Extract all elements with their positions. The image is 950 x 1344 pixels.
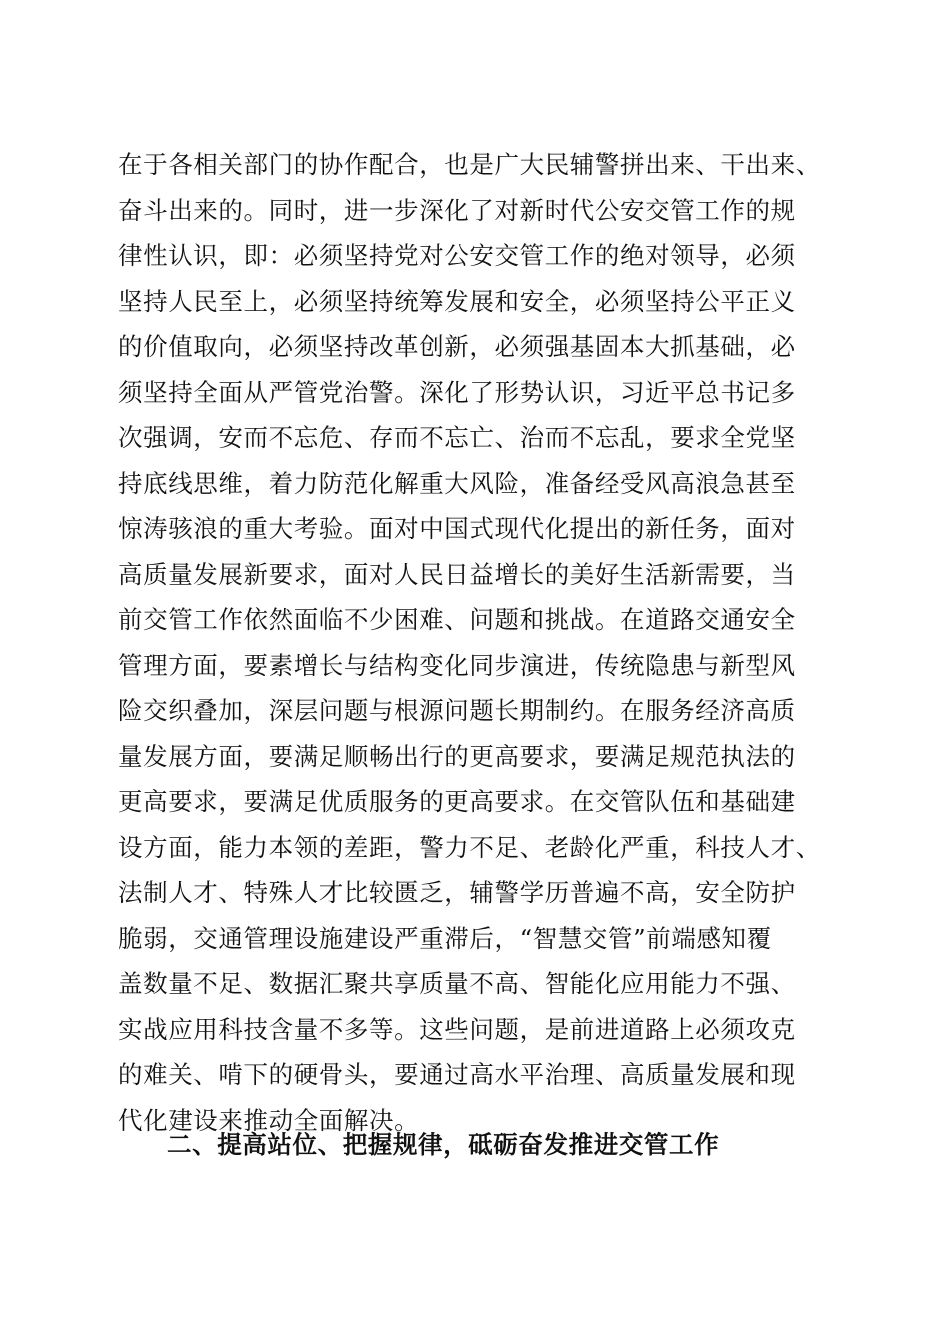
paragraph-line: 脆弱，交通管理设施建设严重滞后，“智慧交管”前端感知覆 — [118, 923, 772, 953]
paragraph-line: 高质量发展新要求，面对人民日益增长的美好生活新需要，当 — [118, 559, 796, 589]
paragraph-line: 代化建设来推动全面解决。 — [118, 1105, 420, 1135]
paragraph-line: 奋斗出来的。同时，进一步深化了对新时代公安交管工作的规 — [118, 195, 796, 225]
paragraph-line: 管理方面，要素增长与结构变化同步演进，传统隐患与新型风 — [118, 650, 796, 680]
paragraph-line: 须坚持全面从严管党治警。深化了形势认识，习近平总书记多 — [118, 377, 796, 407]
paragraph-line: 惊涛骇浪的重大考验。面对中国式现代化提出的新任务，面对 — [118, 514, 796, 543]
paragraph-line: 量发展方面，要满足顺畅出行的更高要求，要满足规范执法的 — [118, 741, 796, 771]
paragraph-line: 实战应用科技含量不多等。这些问题，是前进道路上必须攻克 — [118, 1014, 796, 1044]
paragraph-line: 险交织叠加，深层问题与根源问题长期制约。在服务经济高质 — [118, 696, 796, 725]
paragraph-line: 的价值取向，必须坚持改革创新，必须强基固本大抓基础，必 — [118, 332, 796, 361]
paragraph-line: 法制人才、特殊人才比较匮乏，辅警学历普遍不高，安全防护 — [118, 878, 796, 907]
paragraph-line: 次强调，安而不忘危、存而不忘亡、治而不忘乱，要求全党坚 — [118, 423, 796, 452]
paragraph-line: 设方面，能力本领的差距，警力不足、老龄化严重，科技人才、 — [118, 832, 821, 862]
body-paragraph — [118, 142, 838, 1143]
paragraph-line: 的难关、啃下的硬骨头，要通过高水平治理、高质量发展和现 — [118, 1060, 796, 1089]
paragraph-line: 坚持人民至上，必须坚持统筹发展和安全，必须坚持公平正义 — [118, 286, 796, 316]
paragraph-line: 持底线思维，着力防范化解重大风险，准备经受风高浪急甚至 — [118, 468, 796, 498]
paragraph-line: 盖数量不足、数据汇聚共享质量不高、智能化应用能力不强、 — [118, 969, 796, 998]
paragraph-line: 在于各相关部门的协作配合，也是广大民辅警拼出来、干出来、 — [118, 150, 821, 179]
paragraph-line: 前交管工作依然面临不少困难、问题和挑战。在道路交通安全 — [118, 605, 796, 634]
section-heading: 二、提高站位、把握规律，砥砺奋发推进交管工作 — [167, 1130, 720, 1159]
paragraph-line: 律性认识，即：必须坚持党对公安交管工作的绝对领导，必须 — [118, 241, 796, 270]
paragraph-line: 更高要求，要满足优质服务的更高要求。在交管队伍和基础建 — [118, 787, 796, 816]
